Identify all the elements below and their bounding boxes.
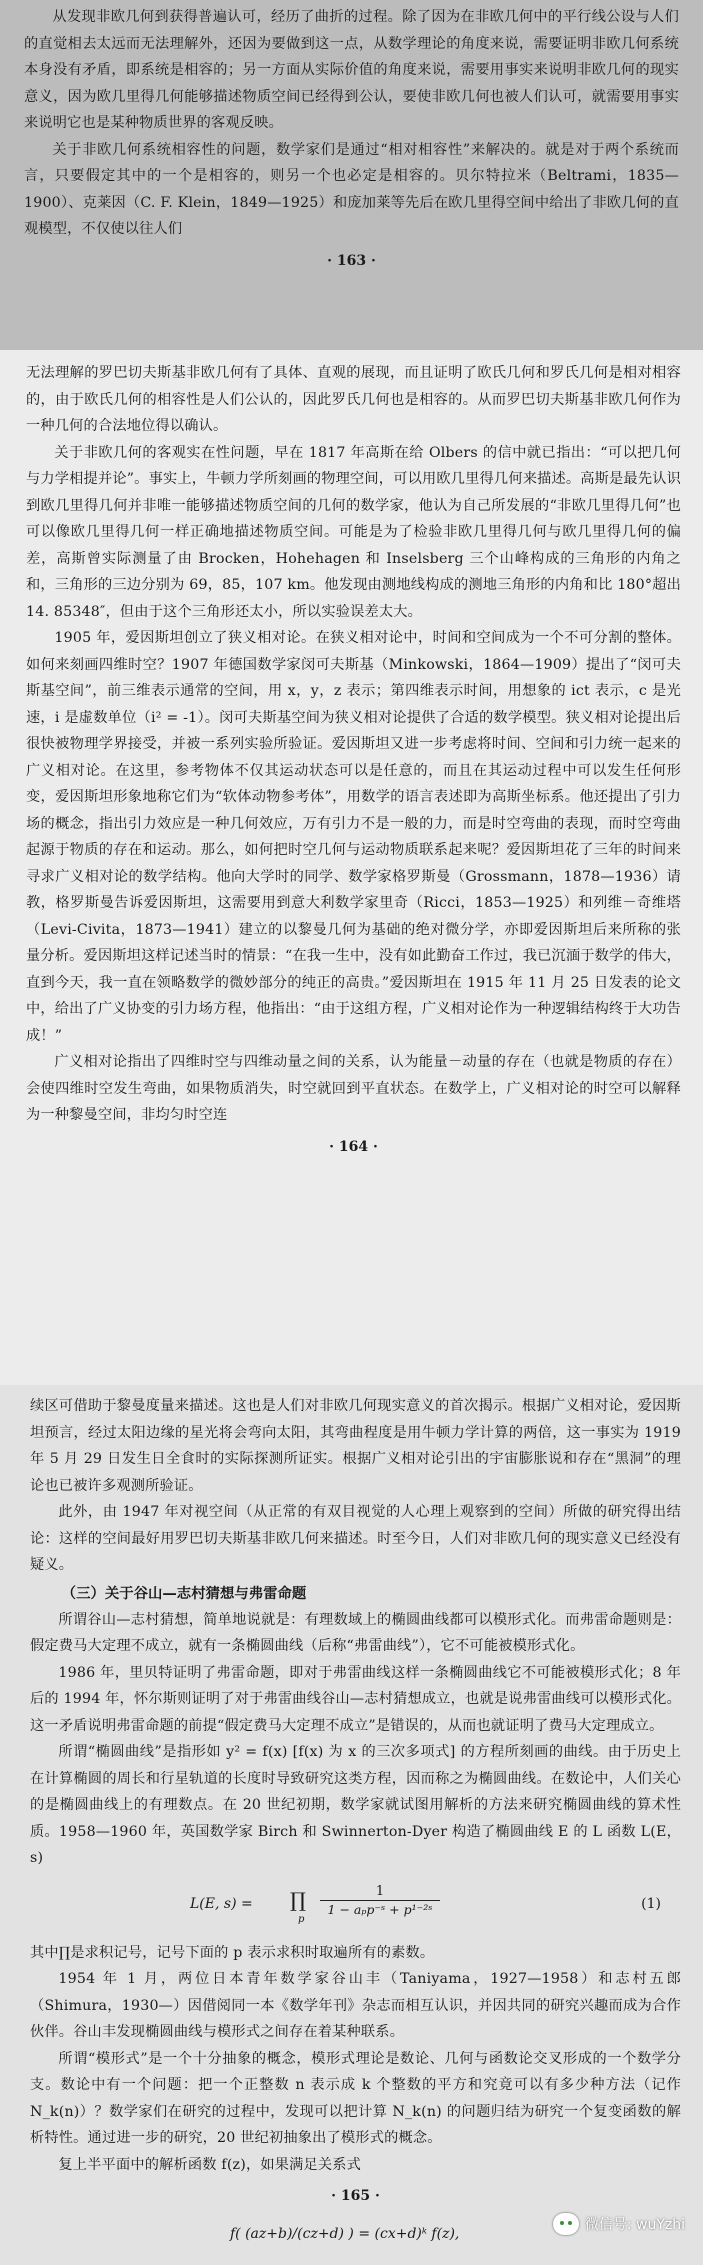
paragraph: 关于非欧几何的客观实在性问题，早在 1817 年高斯在给 Olbers 的信中就已指出：“可以把几何与力学相提并论”。事实上，牛顿力学所刻画的物理空间，可以用欧几里得几何来描述。高斯是最先认识到欧几里得几何并非唯一能够描述物质空间的几何的数学家，他认为自己所发展的“非欧几里得几何”也可以像欧几里得几何一样正确地描述物质空间。可能是为了检验非欧几里得几何与欧几里得几何的偏差，高斯曾实际测量了由 Brocken，Hohehagen 和 Inselsberg 三个山峰构成的三角形的内角之和，三角形的三边分别为 69，85，107 km。他发现由测地线构成的测地三角形的内角和比 180°超出 14. 85348″，但由于这个三角形还太小，所以实验误差太大。 bbox=[26, 444, 681, 620]
formula-fraction bbox=[320, 1884, 440, 1917]
paragraph: 1905 年，爱因斯坦创立了狭义相对论。在狭义相对论中，时间和空间成为一个不可分割的整体。如何来刻画四维时空？1907 年德国数学家闵可夫斯基（Minkowski，1864—1909）提出了“闵可夫斯基空间”，前三维表示通常的空间，用 x，y，z 表示；第四维表示时间，用想象的 ict 表示，c 是光速，i 是虚数单位（i² = -1）。闵可夫斯基空间为狭义相对论提供了合适的数学模型。狭义相对论提出后很快被物理学界接受，并被一系列实验所验证。爱因斯坦又进一步考虑将时间、空间和引力统一起来的广义相对论。在这里，参考物体不仅其运动状态可以是任意的，而且在其运动过程中可以发生任何形变，爱因斯坦形象地称它们为“软体动物参考体”，用数学的语言表述即为高斯坐标系。他还提出了引力场的概念，指出引力效应是一种几何效应，万有引力不是一般的力，而是时空弯曲的表现，而时空弯曲起源于物质的存在和运动。那么，如何把时空几何与运动物质联系起来呢？爱因斯坦花了三年的时间来寻求广义相对论的数学结构。他向大学时的同学、数学家格罗斯曼（Grossmann，1878—1936）请教，格罗斯曼告诉爱因斯坦，这需要用到意大利数学家里奇（Ricci，1853—1925）和列维－奇维塔（Levi-Civita，1873—1941）建立的以黎曼几何为基础的绝对微分学，亦即爱因斯坦后来所称的张量分析。爱因斯坦这样记述当时的情景：“在我一生中，没有如此勤奋工作过，我已沉湎于数学的伟大，直到今天，我一直在领略数学的微妙部分的纯正的高贵。”爱因斯坦在 1915 年 11 月 25 日发表的论文中，给出了广义协变的引力场方程，他指出：“由于这组方程，广义相对论作为一种逻辑结构终于大功告成！” bbox=[26, 630, 681, 1044]
paragraph: 广义相对论指出了四维时空与四维动量之间的关系，认为能量－动量的存在（也就是物质的存在）会使四维时空发生弯曲，如果物质消失，时空就回到平直状态。在数学上，广义相对论的时空可以解释为一种黎曼空间，非均匀时空连 bbox=[26, 1054, 681, 1123]
fraction-denominator: 1 − aₚp⁻ˢ + p¹⁻²ˢ bbox=[327, 1901, 433, 1917]
page-number: · 164 · bbox=[329, 1138, 378, 1155]
wechat-icon bbox=[553, 2213, 579, 2235]
paragraph: 关于非欧几何系统相容性的问题，数学家们是通过“相对相容性”来解决的。就是对于两个系统而言，只要假定其中的一个是相容的，则另一个也必定是相容的。贝尔特拉米（Beltrami，1835—1900）、克莱因（C. F. Klein，1849—1925）和庞加莱等先后在欧几里得空间中给出了非欧几何的直观模型，不仅使以往人们 bbox=[24, 141, 679, 237]
formula-text: f( (az+b)/(cz+d) ) = (cx+d)ᵏ f(z), bbox=[230, 2226, 460, 2242]
paragraph: 此外，由 1947 年对视空间（从正常的有双目视觉的人心理上观察到的空间）所做的研究得出结论：这样的空间最好用罗巴切夫斯基非欧几何来描述。时至今日，人们对非欧几何的现实意义已经没有疑义。 bbox=[30, 1504, 681, 1573]
section-heading: （三）关于谷山—志村猜想与弗雷命题 bbox=[61, 1585, 307, 1602]
formula-lhs: L(E, s) = bbox=[190, 1895, 253, 1912]
page-number: · 163 · bbox=[327, 252, 376, 269]
product-subscript: p bbox=[298, 1913, 305, 1925]
watermark-text: 微信号: wuYzhi bbox=[584, 2217, 685, 2233]
paragraph: 1954 年 1 月，两位日本青年数学家谷山丰（Taniyama，1927—1958）和志村五郎（Shimura，1930—）因借阅同一本《数学年刊》杂志而相互认识，并因共同的研究兴趣而成为合作伙伴。谷山丰发现椭圆曲线与模形式之间存在着某种联系。 bbox=[30, 1971, 681, 2040]
paragraph: 所谓“椭圆曲线”是指形如 y² = f(x) [f(x) 为 x 的三次多项式] 的方程所刻画的曲线。由于历史上在计算椭圆的周长和行星轨道的长度时导致研究这类方程，因而称之为椭圆曲线。在数论中，人们关心的是椭圆曲线上的有理数点。在 20 世纪初期，数学家就试图用解析的方法来研究椭圆曲线的算术性质。1958—1960 年，英国数学家 Birch 和 Swinnerton-Dyer 构造了椭圆曲线 E 的 L 函数 L(E，s) bbox=[30, 1744, 681, 1866]
paragraph: 所谓谷山—志村猜想，简单地说就是：有理数域上的椭圆曲线都可以模形式化。而弗雷命题则是：假定费马大定理不成立，就有一条椭圆曲线（后称“弗雷曲线”），它不可能被模形式化。 bbox=[30, 1611, 681, 1654]
fraction-numerator: 1 bbox=[320, 1884, 440, 1901]
l-function-formula bbox=[30, 1884, 681, 1928]
product-symbol: ∏ bbox=[290, 1887, 306, 1912]
scan-page-164 bbox=[0, 350, 703, 1385]
paragraph: 所谓“模形式”是一个十分抽象的概念，模形式理论是数论、几何与函数论交叉形成的一个数学分支。数论中有一个问题：把一个正整数 n 表示成 k 个整数的平方和究竟可以有多少种方法（记作 N_k(n)）？数学家们在研究的过程中，发现可以把计算 N_k(n) 的问题归结为研究一个复变函数的解析特性。通过进一步的研究，20 世纪初抽象出了模形式的概念。 bbox=[30, 2050, 681, 2146]
page-number: · 165 · bbox=[331, 2188, 380, 2204]
paragraph: 无法理解的罗巴切夫斯基非欧几何有了具体、直观的展现，而且证明了欧氏几何和罗氏几何是相对相容的，由于欧氏几何的相容性是人们公认的，因此罗氏几何也是相容的。从而罗巴切夫斯基非欧几何作为一种几何的合法地位得以确认。 bbox=[26, 365, 681, 434]
scan-page-165 bbox=[0, 1385, 703, 2265]
scan-page-163 bbox=[0, 0, 703, 350]
paragraph: 续区可借助于黎曼度量来描述。这也是人们对非欧几何现实意义的首次揭示。根据广义相对论，爱因斯坦预言，经过太阳边缘的星光将会弯向太阳，其弯曲程度是用牛顿力学计算的两倍，这一事实为 1919 年 5 月 29 日发生日全食时的实际探测所证实。根据广义相对论引出的宇宙膨胀说和存在“黑洞”的理论也已被许多观测所验证。 bbox=[30, 1398, 681, 1494]
paragraph: 复上半平面中的解析函数 f(z)，如果满足关系式 bbox=[58, 2156, 362, 2173]
paragraph: 其中∏是求积记号，记号下面的 p 表示求积时取遍所有的素数。 bbox=[30, 1944, 435, 1961]
paragraph: 1986 年，里贝特证明了弗雷命题，即对于弗雷曲线这样一条椭圆曲线它不可能被模形式化；8 年后的 1994 年，怀尔斯则证明了对于弗雷曲线谷山—志村猜想成立，也就是说弗雷曲线可以模形式化。这一矛盾说明弗雷命题的前提“假定费马大定理不成立”是错误的，从而也就证明了费马大定理成立。 bbox=[30, 1664, 681, 1734]
equation-number: (1) bbox=[641, 1895, 661, 1912]
wechat-watermark bbox=[553, 2213, 685, 2235]
paragraph: 从发现非欧几何到获得普遍认可，经历了曲折的过程。除了因为在非欧几何中的平行线公设与人们的直觉相去太远而无法理解外，还因为要做到这一点，从数学理论的角度来说，需要证明非欧几何系统本身没有矛盾，即系统是相容的；另一方面从实际价值的角度来说，需要用事实来说明非欧几何的现实意义，因为欧几里得几何能够描述物质空间已经得到公认，要使非欧几何也被人们认可，就需要用事实来说明它也是某种物质世界的客观反映。 bbox=[24, 9, 679, 131]
